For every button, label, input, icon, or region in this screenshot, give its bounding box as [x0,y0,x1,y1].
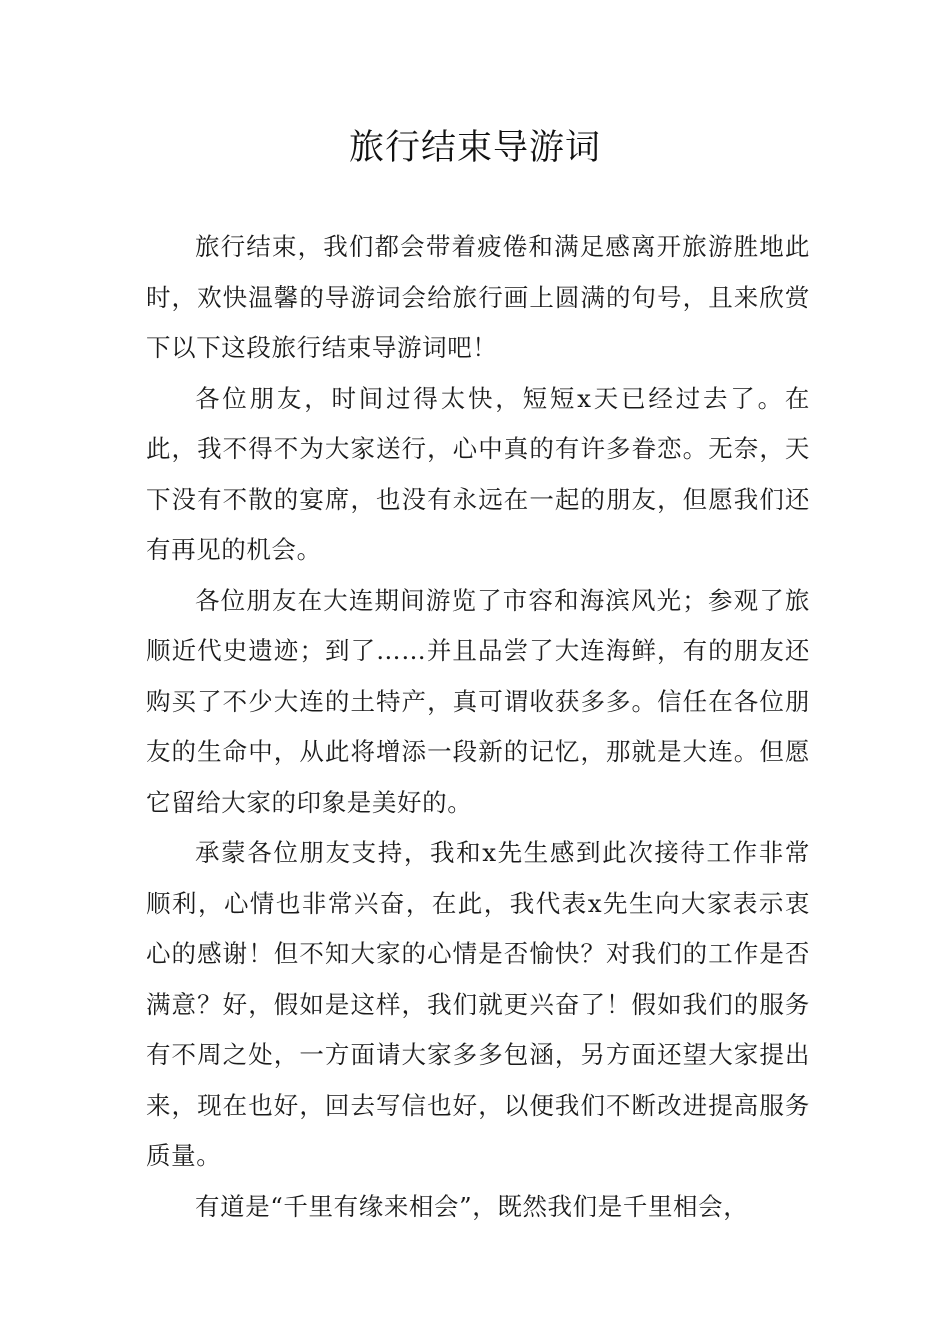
paragraph-intro: 旅行结束，我们都会带着疲倦和满足感离开旅游胜地此时，欢快温馨的导游词会给旅行画上圆满的句号，且来欣赏下以下这段旅行结束导游词吧！ [146,232,810,362]
paragraph-farewell: 各位朋友，时间过得太快，短短x天已经过去了。在此，我不得不为大家送行，心中真的有许多眷恋。无奈，天下没有不散的宴席，也没有永远在一起的朋友，但愿我们还有再见的机会。 [146,383,810,564]
paragraph-thanks: 承蒙各位朋友支持，我和x先生感到此次接待工作非常顺利，心情也非常兴奋，在此，我代表x先生向大家表示衷心的感谢！但不知大家的心情是否愉快？对我们的工作是否满意？好，假如是这样，我们就更兴奋了！假如我们的服务有不周之处，一方面请大家多多包涵，另方面还望大家提出来，现在也好，回去写信也好，以便我们不断改进提高服务质量。 [146,838,810,1170]
document-body [146,222,810,1232]
paragraph-closing: 有道是“千里有缘来相会”，既然我们是千里相会， [195,1191,749,1221]
paragraph-itinerary: 各位朋友在大连期间游览了市容和海滨风光；参观了旅顺近代史遗迹；到了……并且品尝了大连海鲜，有的朋友还购买了不少大连的土特产，真可谓收获多多。信任在各位朋友的生命中，从此将增添一段新的记忆，那就是大连。但愿它留给大家的印象是美好的。 [146,585,810,817]
document-title: 旅行结束导游词 [348,128,601,168]
